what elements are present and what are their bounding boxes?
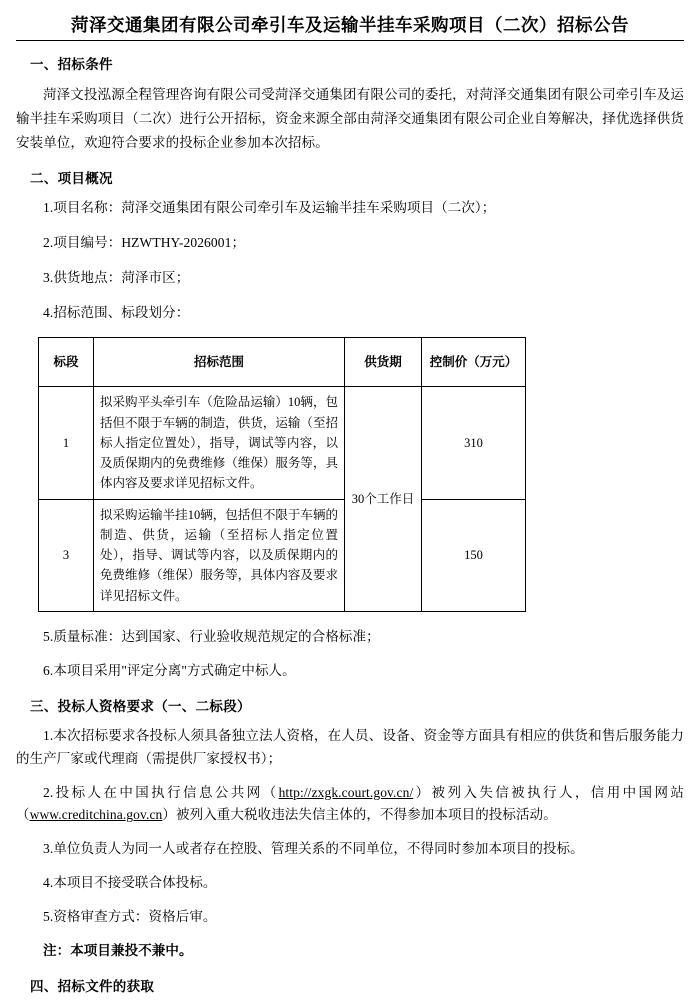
qualification-note: 注：本项目兼投不兼中。 bbox=[43, 943, 193, 959]
supply-location-item: 3.供货地点：菏泽市区； bbox=[43, 270, 190, 286]
qualification-item-1: 1.本次招标要求各投标人须具备独立法人资格，在人员、设备、资金等方面具有相应的供货和售后服务能力的生产厂家或代理商（需提供厂家授权书）； bbox=[16, 727, 684, 766]
column-header-supply-period: 供货期 bbox=[345, 338, 422, 387]
title-divider bbox=[16, 40, 684, 41]
cell-supply-period: 30个工作日 bbox=[345, 387, 422, 612]
table-header-row bbox=[39, 338, 526, 387]
court-credit-link[interactable]: http://zxgk.court.gov.cn/ bbox=[278, 784, 414, 800]
column-header-control-price: 控制价（万元） bbox=[422, 338, 526, 387]
qualification-item-2-mid: ）被列入失信被执行人，信用中国网站（ bbox=[16, 784, 684, 823]
section-paragraph-bidding-conditions: 菏泽文投泓源全程管理咨询有限公司受菏泽交通集团有限公司的委托，对菏泽交通集团有限公司牵引车及运输半挂车采购项目（二次）进行公开招标，资金来源全部由菏泽交通集团有限公司企业自筹解决，择优选择供货安装单位，欢迎符合要求的投标企业参加本次招标。 bbox=[16, 87, 684, 151]
qualification-item-2-prefix: 2.投标人在中国执行信息公共网（ bbox=[43, 784, 279, 800]
qualification-item-5: 5.资格审查方式：资格后审。 bbox=[43, 909, 217, 925]
column-header-scope: 招标范围 bbox=[94, 338, 345, 387]
scope-and-lots-item: 4.招标范围、标段划分： bbox=[43, 305, 190, 321]
qualification-item-2-suffix: ）被列入重大税收违法失信主体的，不得参加本项目的投标活动。 bbox=[162, 807, 557, 823]
cell-lot: 3 bbox=[39, 499, 94, 611]
section-heading-bidding-conditions: 一、招标条件 bbox=[30, 57, 113, 73]
qualification-item-4: 4.本项目不接受联合体投标。 bbox=[43, 875, 217, 891]
page-title: 菏泽交通集团有限公司牵引车及运输半挂车采购项目（二次）招标公告 bbox=[71, 15, 629, 35]
bid-lots-table bbox=[38, 337, 526, 612]
section-heading-project-overview: 二、项目概况 bbox=[30, 171, 113, 187]
cell-control-price: 150 bbox=[422, 499, 526, 611]
section-heading-bidder-qualifications: 三、投标人资格要求（一、二标段） bbox=[30, 698, 251, 714]
table-row bbox=[39, 499, 526, 611]
award-method-item: 6.本项目采用"评定分离"方式确定中标人。 bbox=[43, 662, 296, 678]
table-row bbox=[39, 387, 526, 499]
creditchina-link[interactable]: www.creditchina.gov.cn bbox=[29, 807, 163, 823]
cell-lot: 1 bbox=[39, 387, 94, 499]
column-header-lot: 标段 bbox=[39, 338, 94, 387]
quality-standard-item: 5.质量标准：达到国家、行业验收规范规定的合格标准； bbox=[43, 628, 380, 644]
project-name-item: 1.项目名称：菏泽交通集团有限公司牵引车及运输半挂车采购项目（二次）； bbox=[43, 200, 496, 216]
section-heading-document-acquisition: 四、招标文件的获取 bbox=[30, 979, 155, 995]
project-number-item: 2.项目编号：HZWTHY-2026001； bbox=[43, 235, 246, 251]
qualification-item-2 bbox=[16, 782, 684, 828]
cell-scope: 拟采购运输半挂10辆，包括但不限于车辆的制造、供货，运输（至招标人指定位置处），指导、调试等内容，以及质保期内的免费维修（维保）服务等，具体内容及要求详见招标文件。 bbox=[94, 499, 345, 611]
cell-control-price: 310 bbox=[422, 387, 526, 499]
qualification-item-3: 3.单位负责人为同一人或者存在控股、管理关系的不同单位，不得同时参加本项目的投标。 bbox=[43, 841, 584, 857]
cell-scope: 拟采购平头牵引车（危险品运输）10辆，包括但不限于车辆的制造，供货，运输（至招标人指定位置处），指导，调试等内容，以及质保期内的免费维修（维保）服务等，具体内容及要求详见招标文件。 bbox=[94, 387, 345, 499]
